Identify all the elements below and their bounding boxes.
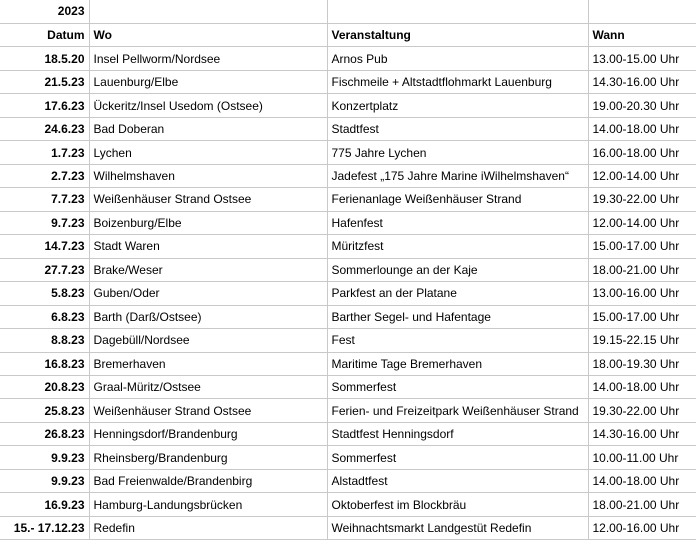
table-row bbox=[0, 282, 696, 305]
date-cell[interactable]: 26.8.23 bbox=[0, 422, 89, 445]
location-cell[interactable]: Bad Doberan bbox=[89, 117, 327, 140]
date-cell[interactable]: 20.8.23 bbox=[0, 376, 89, 399]
table-row bbox=[0, 94, 696, 117]
time-cell[interactable]: 19.30-22.00 Uhr bbox=[588, 399, 696, 422]
event-cell[interactable]: Ferien- und Freizeitpark Weißenhäuser Strand bbox=[327, 399, 588, 422]
table-row bbox=[0, 399, 696, 422]
year-row bbox=[0, 0, 696, 23]
date-cell[interactable]: 16.9.23 bbox=[0, 493, 89, 516]
table-row bbox=[0, 211, 696, 234]
time-cell[interactable]: 14.00-18.00 Uhr bbox=[588, 117, 696, 140]
location-cell[interactable]: Barth (Darß/Ostsee) bbox=[89, 305, 327, 328]
date-cell[interactable]: 27.7.23 bbox=[0, 258, 89, 281]
time-cell[interactable]: 18.00-19.30 Uhr bbox=[588, 352, 696, 375]
time-cell[interactable]: 15.00-17.00 Uhr bbox=[588, 305, 696, 328]
event-cell[interactable]: Sommerfest bbox=[327, 376, 588, 399]
event-cell[interactable]: Sommerfest bbox=[327, 446, 588, 469]
table-row bbox=[0, 235, 696, 258]
event-cell[interactable]: Stadtfest bbox=[327, 117, 588, 140]
location-cell[interactable]: Hamburg-Landungsbrücken bbox=[89, 493, 327, 516]
table-row bbox=[0, 258, 696, 281]
location-cell[interactable]: Dagebüll/Nordsee bbox=[89, 329, 327, 352]
location-cell[interactable]: Graal-Müritz/Ostsee bbox=[89, 376, 327, 399]
date-cell[interactable]: 21.5.23 bbox=[0, 70, 89, 93]
table-row bbox=[0, 70, 696, 93]
time-cell[interactable]: 13.00-16.00 Uhr bbox=[588, 282, 696, 305]
event-cell[interactable]: Weihnachtsmarkt Landgestüt Redefin bbox=[327, 516, 588, 539]
table-row bbox=[0, 47, 696, 70]
date-cell[interactable]: 14.7.23 bbox=[0, 235, 89, 258]
event-cell[interactable]: Oktoberfest im Blockbräu bbox=[327, 493, 588, 516]
time-cell[interactable]: 19.00-20.30 Uhr bbox=[588, 94, 696, 117]
time-cell[interactable]: 18.00-21.00 Uhr bbox=[588, 493, 696, 516]
table-row bbox=[0, 493, 696, 516]
event-cell[interactable]: Arnos Pub bbox=[327, 47, 588, 70]
table-row bbox=[0, 164, 696, 187]
date-cell[interactable]: 8.8.23 bbox=[0, 329, 89, 352]
table-row bbox=[0, 422, 696, 445]
date-cell[interactable]: 1.7.23 bbox=[0, 141, 89, 164]
time-cell[interactable]: 14.30-16.00 Uhr bbox=[588, 422, 696, 445]
empty-cell[interactable] bbox=[327, 0, 588, 23]
event-cell[interactable]: Alstadtfest bbox=[327, 469, 588, 492]
event-cell[interactable]: Stadtfest Henningsdorf bbox=[327, 422, 588, 445]
event-cell[interactable]: Sommerlounge an der Kaje bbox=[327, 258, 588, 281]
location-cell[interactable]: Insel Pellworm/Nordsee bbox=[89, 47, 327, 70]
year-cell[interactable]: 2023 bbox=[0, 0, 89, 23]
header-row bbox=[0, 23, 696, 46]
date-cell[interactable]: 15.- 17.12.23 bbox=[0, 516, 89, 539]
event-cell[interactable]: Hafenfest bbox=[327, 211, 588, 234]
table-row bbox=[0, 376, 696, 399]
date-cell[interactable]: 2.7.23 bbox=[0, 164, 89, 187]
table-row bbox=[0, 305, 696, 328]
time-cell[interactable]: 12.00-14.00 Uhr bbox=[588, 164, 696, 187]
table-row bbox=[0, 141, 696, 164]
date-cell[interactable]: 24.6.23 bbox=[0, 117, 89, 140]
time-cell[interactable]: 19.15-22.15 Uhr bbox=[588, 329, 696, 352]
date-cell[interactable]: 18.5.20 bbox=[0, 47, 89, 70]
location-cell[interactable]: Ückeritz/Insel Usedom (Ostsee) bbox=[89, 94, 327, 117]
event-cell[interactable]: Jadefest „175 Jahre Marine iWilhelmshaven“ bbox=[327, 164, 588, 187]
location-cell[interactable]: Wilhelmshaven bbox=[89, 164, 327, 187]
location-cell[interactable]: Stadt Waren bbox=[89, 235, 327, 258]
location-cell[interactable]: Weißenhäuser Strand Ostsee bbox=[89, 188, 327, 211]
date-cell[interactable]: 25.8.23 bbox=[0, 399, 89, 422]
header-where[interactable]: Wo bbox=[89, 23, 327, 46]
date-cell[interactable]: 7.7.23 bbox=[0, 188, 89, 211]
location-cell[interactable]: Henningsdorf/Brandenburg bbox=[89, 422, 327, 445]
date-cell[interactable]: 9.7.23 bbox=[0, 211, 89, 234]
table-row bbox=[0, 469, 696, 492]
location-cell[interactable]: Brake/Weser bbox=[89, 258, 327, 281]
time-cell[interactable]: 16.00-18.00 Uhr bbox=[588, 141, 696, 164]
event-cell[interactable]: Ferienanlage Weißenhäuser Strand bbox=[327, 188, 588, 211]
time-cell[interactable]: 19.30-22.00 Uhr bbox=[588, 188, 696, 211]
location-cell[interactable]: Redefin bbox=[89, 516, 327, 539]
date-cell[interactable]: 5.8.23 bbox=[0, 282, 89, 305]
time-cell[interactable]: 13.00-15.00 Uhr bbox=[588, 47, 696, 70]
empty-cell[interactable] bbox=[588, 0, 696, 23]
table-row bbox=[0, 352, 696, 375]
table-row bbox=[0, 446, 696, 469]
time-cell[interactable]: 14.00-18.00 Uhr bbox=[588, 376, 696, 399]
time-cell[interactable]: 12.00-16.00 Uhr bbox=[588, 516, 696, 539]
location-cell[interactable]: Weißenhäuser Strand Ostsee bbox=[89, 399, 327, 422]
time-cell[interactable]: 14.30-16.00 Uhr bbox=[588, 70, 696, 93]
table-row bbox=[0, 117, 696, 140]
event-cell[interactable]: Maritime Tage Bremerhaven bbox=[327, 352, 588, 375]
event-cell[interactable]: Konzertplatz bbox=[327, 94, 588, 117]
date-cell[interactable]: 6.8.23 bbox=[0, 305, 89, 328]
location-cell[interactable]: Lychen bbox=[89, 141, 327, 164]
date-cell[interactable]: 9.9.23 bbox=[0, 446, 89, 469]
table-row bbox=[0, 516, 696, 539]
table-row bbox=[0, 329, 696, 352]
time-cell[interactable]: 12.00-14.00 Uhr bbox=[588, 211, 696, 234]
time-cell[interactable]: 18.00-21.00 Uhr bbox=[588, 258, 696, 281]
event-cell[interactable]: Müritzfest bbox=[327, 235, 588, 258]
date-cell[interactable]: 17.6.23 bbox=[0, 94, 89, 117]
time-cell[interactable]: 14.00-18.00 Uhr bbox=[588, 469, 696, 492]
location-cell[interactable]: Lauenburg/Elbe bbox=[89, 70, 327, 93]
location-cell[interactable]: Rheinsberg/Brandenburg bbox=[89, 446, 327, 469]
location-cell[interactable]: Boizenburg/Elbe bbox=[89, 211, 327, 234]
event-cell[interactable]: Fest bbox=[327, 329, 588, 352]
location-cell[interactable]: Guben/Oder bbox=[89, 282, 327, 305]
time-cell[interactable]: 10.00-11.00 Uhr bbox=[588, 446, 696, 469]
header-date[interactable]: Datum bbox=[0, 23, 89, 46]
event-cell[interactable]: Fischmeile + Altstadtflohmarkt Lauenburg bbox=[327, 70, 588, 93]
header-event[interactable]: Veranstaltung bbox=[327, 23, 588, 46]
location-cell[interactable]: Bremerhaven bbox=[89, 352, 327, 375]
event-cell[interactable]: 775 Jahre Lychen bbox=[327, 141, 588, 164]
header-when[interactable]: Wann bbox=[588, 23, 696, 46]
location-cell[interactable]: Bad Freienwalde/Brandenbirg bbox=[89, 469, 327, 492]
table-row bbox=[0, 188, 696, 211]
time-cell[interactable]: 15.00-17.00 Uhr bbox=[588, 235, 696, 258]
date-cell[interactable]: 16.8.23 bbox=[0, 352, 89, 375]
date-cell[interactable]: 9.9.23 bbox=[0, 469, 89, 492]
event-cell[interactable]: Barther Segel- und Hafentage bbox=[327, 305, 588, 328]
event-cell[interactable]: Parkfest an der Platane bbox=[327, 282, 588, 305]
empty-cell[interactable] bbox=[89, 0, 327, 23]
